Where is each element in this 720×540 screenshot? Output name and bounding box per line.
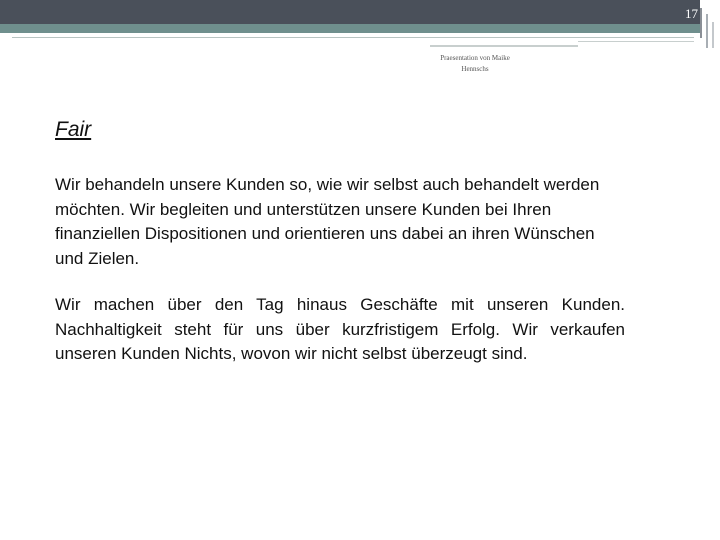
- body-paragraph: Wir behandeln unsere Kunden so, wie wir selbst auch behandelt werden möchten. Wir begleiten und unterstützen unsere Kunden bei Ihren finanziellen Dispositionen und orientieren uns dabei an ihren Wünschen und Zielen.: [55, 175, 600, 268]
- presenter-credit: [410, 53, 540, 75]
- divider-line: [578, 41, 694, 42]
- body-paragraph: Wir machen über den Tag hinaus Geschäfte mit unseren Kunden. Nachhaltigkeit steht für uns über kurzfristigem Erfolg. Wir verkaufen unseren Kunden Nichts, wovon wir nicht selbst überzeugt sind.: [55, 295, 625, 363]
- presenter-line: Hennschs: [461, 65, 489, 73]
- presenter-line: Praesentation von Maike: [440, 54, 510, 62]
- accent-bar: [0, 24, 700, 33]
- divider-line: [12, 37, 694, 38]
- decoration-line: [712, 22, 714, 48]
- page-number: 17: [685, 6, 698, 21]
- decoration-line: [706, 14, 708, 48]
- slide-title: Fair: [55, 118, 92, 141]
- corner-decoration: [698, 0, 720, 52]
- divider-line: [430, 45, 578, 47]
- decoration-line: [700, 8, 702, 38]
- header-bar: [0, 0, 700, 24]
